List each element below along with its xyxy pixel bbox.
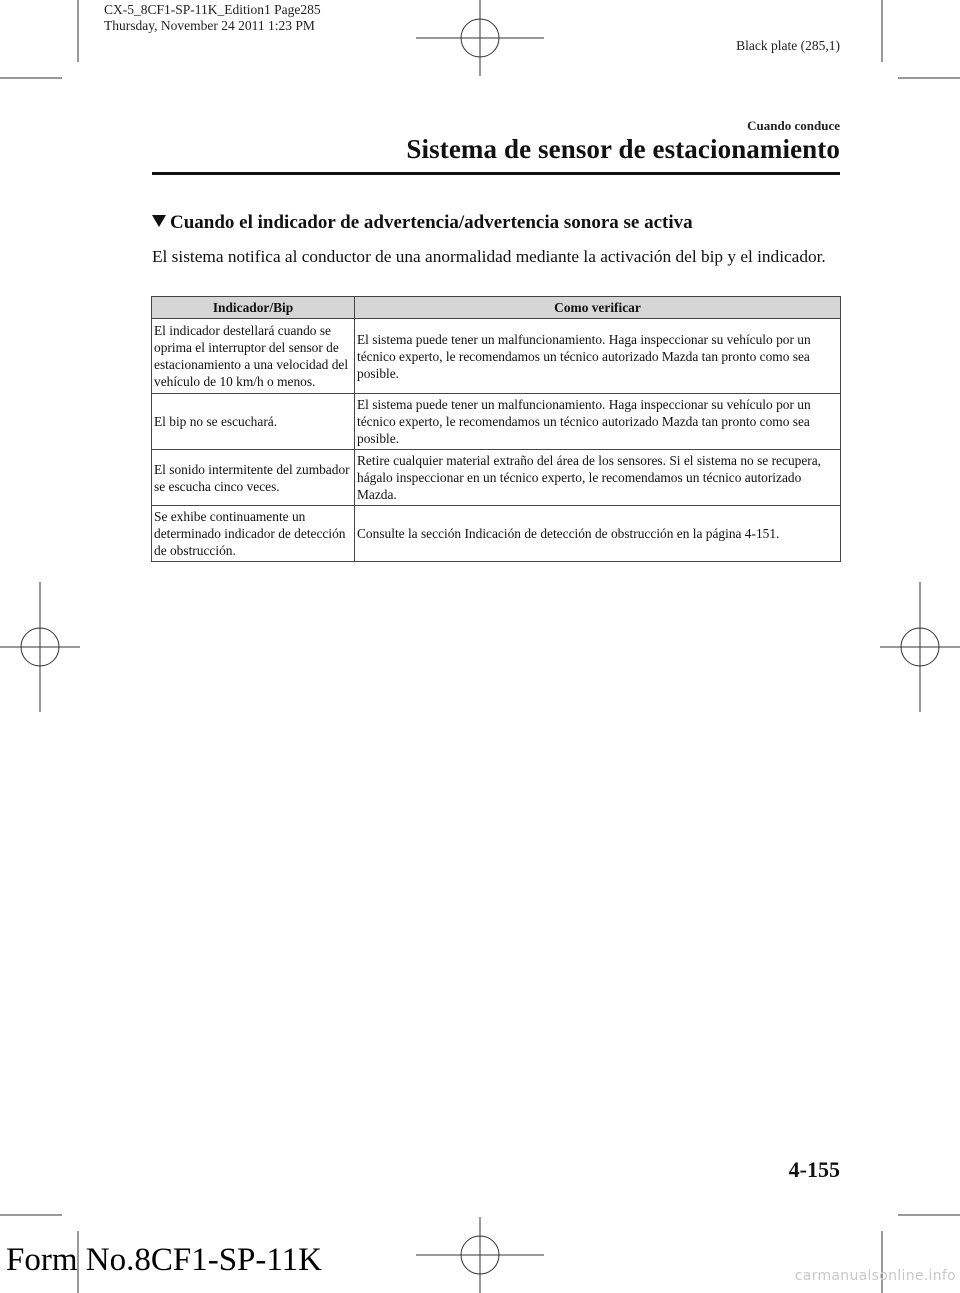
indicator-table — [151, 296, 841, 562]
page-title: Sistema de sensor de estacionamiento — [406, 134, 840, 164]
cell-check: Retire cualquier material extraño del área de los sensores. Si el sistema no se recupera, hágalo inspeccionar en un técnico experto, le recomendamos un técnico autorizado Mazda. — [355, 450, 841, 506]
triangle-down-icon — [152, 215, 166, 227]
cell-indicator: Se exhibe continuamente un determinado indicador de detección de obstrucción. — [152, 506, 355, 562]
form-number: Form No.8CF1-SP-11K — [6, 1242, 322, 1278]
cell-check: El sistema puede tener un malfuncionamiento. Haga inspeccionar su vehículo por un técnico experto, le recomendamos un técnico autorizado Mazda tan pronto como sea posible. — [355, 319, 841, 394]
table-row — [152, 506, 841, 562]
watermark-link[interactable]: carmanualsonline.info — [794, 1268, 956, 1284]
table-header-row — [152, 297, 841, 319]
subheading — [152, 212, 693, 234]
table-row — [152, 450, 841, 506]
header-check: Como verificar — [355, 297, 841, 319]
section-label: Cuando conduce — [747, 118, 840, 133]
header-indicator: Indicador/Bip — [152, 297, 355, 319]
file-info — [104, 2, 321, 34]
title-rule — [152, 172, 840, 175]
table-row — [152, 319, 841, 394]
file-info-line1: CX-5_8CF1-SP-11K_Edition1 Page285 — [104, 2, 321, 17]
cell-check: El sistema puede tener un malfuncionamiento. Haga inspeccionar su vehículo por un técnico experto, le recomendamos un técnico autorizado Mazda tan pronto como sea posible. — [355, 394, 841, 450]
file-info-line2: Thursday, November 24 2011 1:23 PM — [104, 18, 315, 33]
cell-indicator: El bip no se escuchará. — [152, 394, 355, 450]
plate-label: Black plate (285,1) — [736, 38, 840, 53]
subheading-text: Cuando el indicador de advertencia/advertencia sonora se activa — [170, 212, 693, 233]
table-row — [152, 394, 841, 450]
page-number: 4-155 — [788, 1157, 840, 1182]
intro-paragraph: El sistema notifica al conductor de una anormalidad mediante la activación del bip y el indicador. — [152, 247, 826, 266]
cell-indicator: El indicador destellará cuando se oprima el interruptor del sensor de estacionamiento a una velocidad del vehículo de 10 km/h o menos. — [152, 319, 355, 394]
cell-indicator: El sonido intermitente del zumbador se escucha cinco veces. — [152, 450, 355, 506]
cell-check: Consulte la sección Indicación de detección de obstrucción en la página 4-151. — [355, 506, 841, 562]
